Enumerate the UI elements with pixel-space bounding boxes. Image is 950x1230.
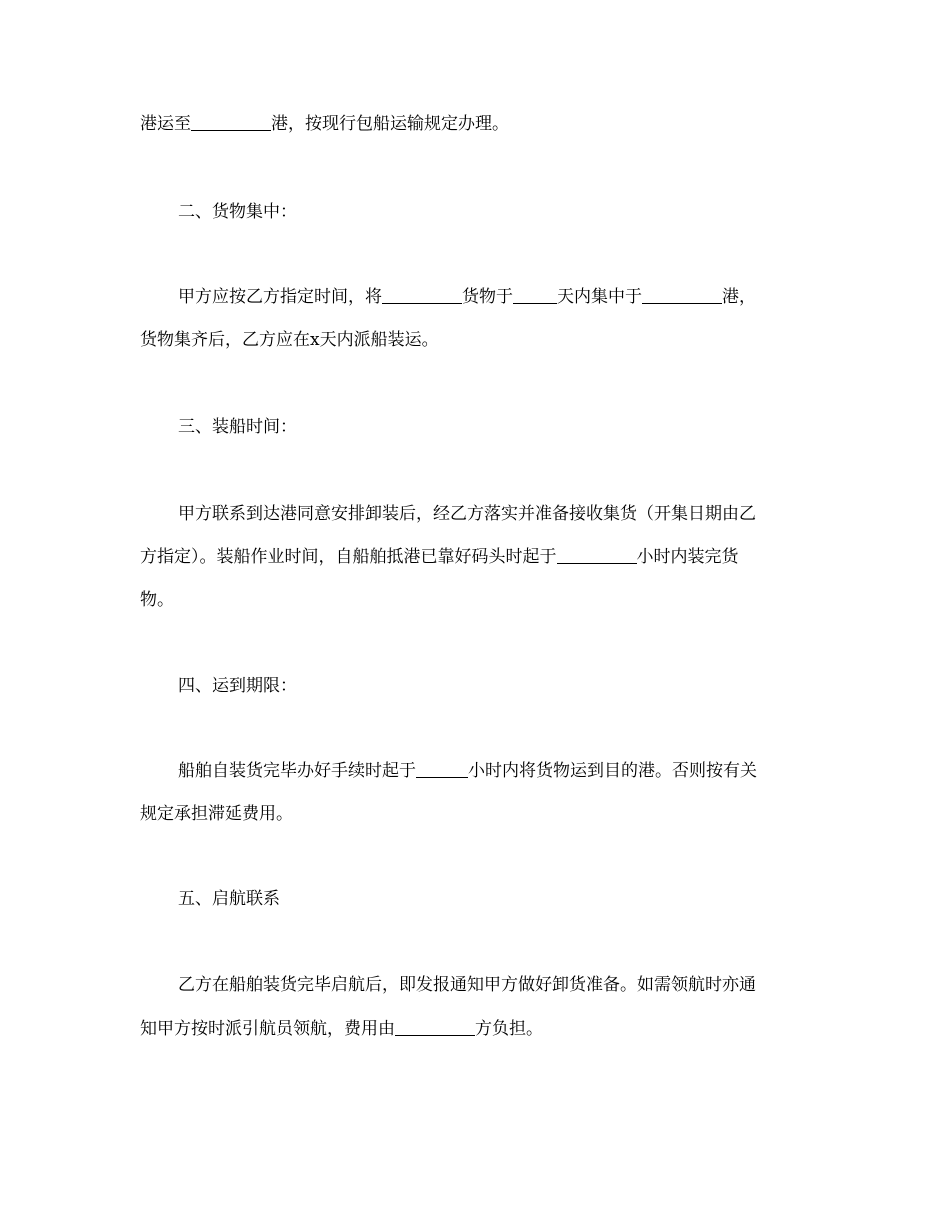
fill-blank-days[interactable] (513, 287, 557, 304)
text-segment: 天内集中于 (557, 287, 642, 307)
section-heading-delivery-deadline: 四、运到期限： (178, 676, 297, 696)
paragraph-loading-time-line2 (140, 545, 820, 569)
text-segment: 方指定）。装船作业时间，自船舶抵港已靠好码头时起于 (140, 547, 557, 567)
fill-blank-cargo-name[interactable] (382, 287, 462, 304)
text-segment: 港，按现行包船运输规定办理。 (271, 114, 509, 134)
section-heading-departure-contact: 五、启航联系 (178, 889, 280, 909)
paragraph-shipping-route (140, 112, 820, 136)
paragraph-delivery-deadline-line1 (178, 759, 858, 783)
text-segment: 货物于 (462, 287, 513, 307)
paragraph-cargo-collection-line1 (178, 285, 858, 309)
text-segment: 船舶自装货完毕办好手续时起于 (178, 761, 416, 781)
text-segment: 知甲方按时派引航员领航，费用由 (140, 1019, 395, 1039)
paragraph-loading-time-line1: 甲方联系到达港同意安排卸装后，经乙方落实并准备接收集货（开集日期由乙 (178, 504, 756, 524)
section-heading-cargo-collection: 二、货物集中： (178, 202, 297, 222)
fill-blank-transit-hours[interactable] (416, 761, 468, 778)
paragraph-delivery-deadline-line2: 规定承担滞延费用。 (140, 804, 293, 824)
fill-blank-fee-party[interactable] (395, 1019, 475, 1036)
text-segment: 方负担。 (475, 1019, 543, 1039)
paragraph-departure-contact-line1: 乙方在船舶装货完毕启航后，即发报通知甲方做好卸货准备。如需领航时亦通 (178, 975, 756, 995)
fill-blank-destination-port[interactable] (191, 114, 271, 131)
fill-blank-loading-hours[interactable] (557, 547, 637, 564)
text-segment: 甲方应按乙方指定时间，将 (178, 287, 382, 307)
paragraph-departure-contact-line2 (140, 1017, 820, 1041)
fill-blank-collection-port[interactable] (642, 287, 722, 304)
paragraph-cargo-collection-line2: 货物集齐后，乙方应在x天内派船装运。 (140, 330, 439, 350)
paragraph-loading-time-line3: 物。 (140, 590, 174, 610)
text-segment: 小时内将货物运到目的港。否则按有关 (468, 761, 757, 781)
text-segment: 港运至 (140, 114, 191, 134)
text-segment: 港， (722, 287, 756, 307)
text-segment: 小时内装完货 (636, 547, 739, 567)
section-heading-loading-time: 三、装船时间： (178, 417, 297, 437)
